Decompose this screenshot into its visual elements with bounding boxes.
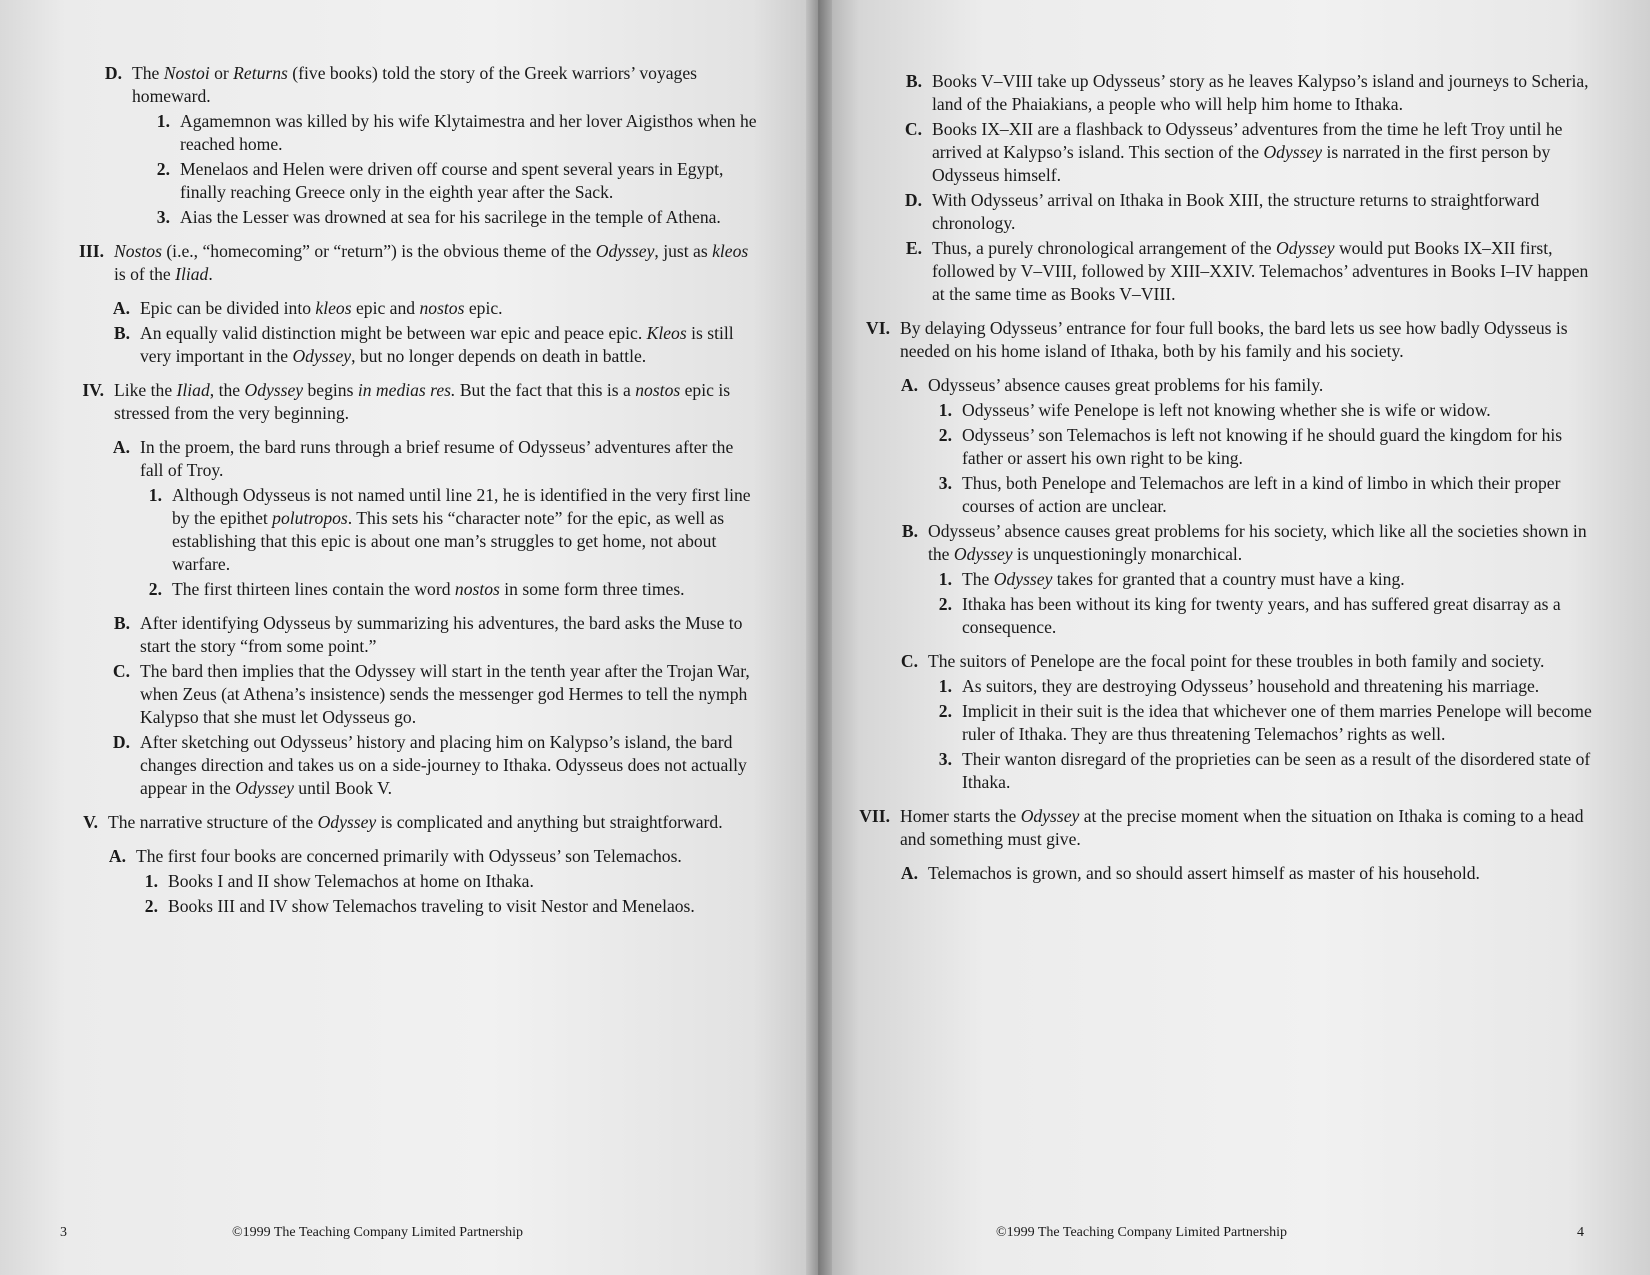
outline-item: B. After identifying Odysseus by summarizing his adventures, the bard asks the Muse to start the story “from some point.” (113, 613, 743, 656)
outline-item: 2. Ithaka has been without its king for twenty years, and has suffered great disarray as a consequence. (938, 594, 1561, 637)
outline-item: 1. Odysseus’ wife Penelope is left not knowing whether she is wife or widow. (938, 400, 1491, 420)
outline-item: E. Thus, a purely chronological arrangement of the Odyssey would put Books IX–XII first, followed by V–VIII, followed by XIII–XXIV. Telemachos’ adventures in Books I–IV happen at the same time as Books V–VIII. (905, 238, 1589, 304)
book-gutter (806, 0, 832, 1275)
outline-item: C. Books IX–XII are a flashback to Odysseus’ adventures from the time he left Troy until he arrived at Kalypso’s island. This section of the Odyssey is narrated in the first person by Odysseus himself. (904, 119, 1563, 185)
outline-item: 2. The first thirteen lines contain the word nostos in some form three times. (148, 579, 685, 599)
page-number: 4 (1577, 1225, 1584, 1240)
outline-item: C. The suitors of Penelope are the focal point for these troubles in both family and society. (900, 651, 1545, 671)
outline-item: 3. Aias the Lesser was drowned at sea for his sacrilege in the temple of Athena. (156, 207, 721, 227)
outline-item: 2. Odysseus’ son Telemachos is left not knowing if he should guard the kingdom for his father or assert his own right to be king. (938, 425, 1563, 468)
outline-item: A. The first four books are concerned primarily with Odysseus’ son Telemachos. (108, 846, 682, 866)
outline-item: VII. Homer starts the Odyssey at the precise moment when the situation on Ithaka is coming to a head and something must give. (859, 806, 1584, 849)
outline-item: A. Telemachos is grown, and so should assert himself as master of his household. (900, 863, 1480, 883)
outline-item: C. The bard then implies that the Odyssey will start in the tenth year after the Trojan War, when Zeus (at Athena’s insistence) sends the messenger god Hermes to tell the nymph Kalypso that she must let Odysseus go. (112, 661, 750, 727)
outline-item: 3. Thus, both Penelope and Telemachos are left in a kind of limbo in which their proper courses of action are unclear. (938, 473, 1561, 516)
outline-item: 1. The Odyssey takes for granted that a country must have a king. (938, 569, 1405, 589)
outline-item: V. The narrative structure of the Odyssey is complicated and anything but straightforward. (83, 812, 723, 832)
outline-item: B. Books V–VIII take up Odysseus’ story as he leaves Kalypso’s island and journeys to Scheria, land of the Phaiakians, a people who will help him home to Ithaka. (905, 71, 1589, 114)
page-number: 3 (60, 1225, 67, 1240)
outline-item: 1. Although Odysseus is not named until line 21, he is identified in the very first line by the epithet polutropos. This sets his “character note” for the epic, as well as establishing that this epic is about one man’s struggles to get home, not about warfare. (148, 485, 751, 574)
copyright-footer: ©1999 The Teaching Company Limited Partnership (996, 1225, 1288, 1240)
outline-item: 3. Their wanton disregard of the proprieties can be seen as a result of the disordered state of Ithaka. (938, 749, 1591, 792)
copyright-footer: ©1999 The Teaching Company Limited Partnership (232, 1225, 524, 1240)
outline-item: D. After sketching out Odysseus’ history and placing him on Kalypso’s island, the bard changes direction and takes us on a side-journey to Ithaka. Odysseus does not actually appear in the Odyssey until Book V. (112, 732, 747, 798)
outline-item: 2. Books III and IV show Telemachos traveling to visit Nestor and Menelaos. (144, 896, 695, 916)
outline-item: D. The Nostoi or Returns (five books) told the story of the Greek warriors’ voyages homeward. (104, 63, 698, 106)
outline-item: 1. Agamemnon was killed by his wife Klytaimestra and her lover Aigisthos when he reached home. (156, 111, 757, 154)
outline-item: 1. Books I and II show Telemachos at home on Ithaka. (144, 871, 534, 891)
outline-item: D. With Odysseus’ arrival on Ithaka in Book XIII, the structure returns to straightforward chronology. (904, 190, 1540, 233)
outline-item: A. Epic can be divided into kleos epic and nostos epic. (112, 298, 503, 318)
left-page (0, 0, 818, 1275)
outline-item: VI. By delaying Odysseus’ entrance for four full books, the bard lets us see how badly Odysseus is needed on his home island of Ithaka, both by his family and his society. (866, 318, 1568, 361)
outline-item: 2. Implicit in their suit is the idea that whichever one of them marries Penelope will become ruler of Ithaka. They are thus threatening Telemachos’ rights as well. (938, 701, 1592, 744)
outline-item: B. Odysseus’ absence causes great problems for his society, which like all the societies shown in the Odyssey is unquestioningly monarchical. (901, 521, 1587, 564)
outline-item: 2. Menelaos and Helen were driven off course and spent several years in Egypt, finally reaching Greece only in the eighth year after the Sack. (156, 159, 724, 202)
outline-item: 1. As suitors, they are destroying Odysseus’ household and threatening his marriage. (938, 676, 1540, 696)
outline-item: A. Odysseus’ absence causes great problems for his family. (900, 375, 1324, 395)
outline-item: A. In the proem, the bard runs through a brief resume of Odysseus’ adventures after the fall of Troy. (112, 437, 734, 480)
right-page (818, 0, 1650, 1275)
outline-item: IV. Like the Iliad, the Odyssey begins in medias res. But the fact that this is a nostos epic is stressed from the very beginning. (82, 380, 731, 423)
outline-item: III. Nostos (i.e., “homecoming” or “return”) is the obvious theme of the Odyssey, just as kleos is of the Iliad. (79, 241, 749, 284)
outline-item: B. An equally valid distinction might be between war epic and peace epic. Kleos is still very important in the Odyssey, but no longer depends on death in battle. (113, 323, 734, 366)
